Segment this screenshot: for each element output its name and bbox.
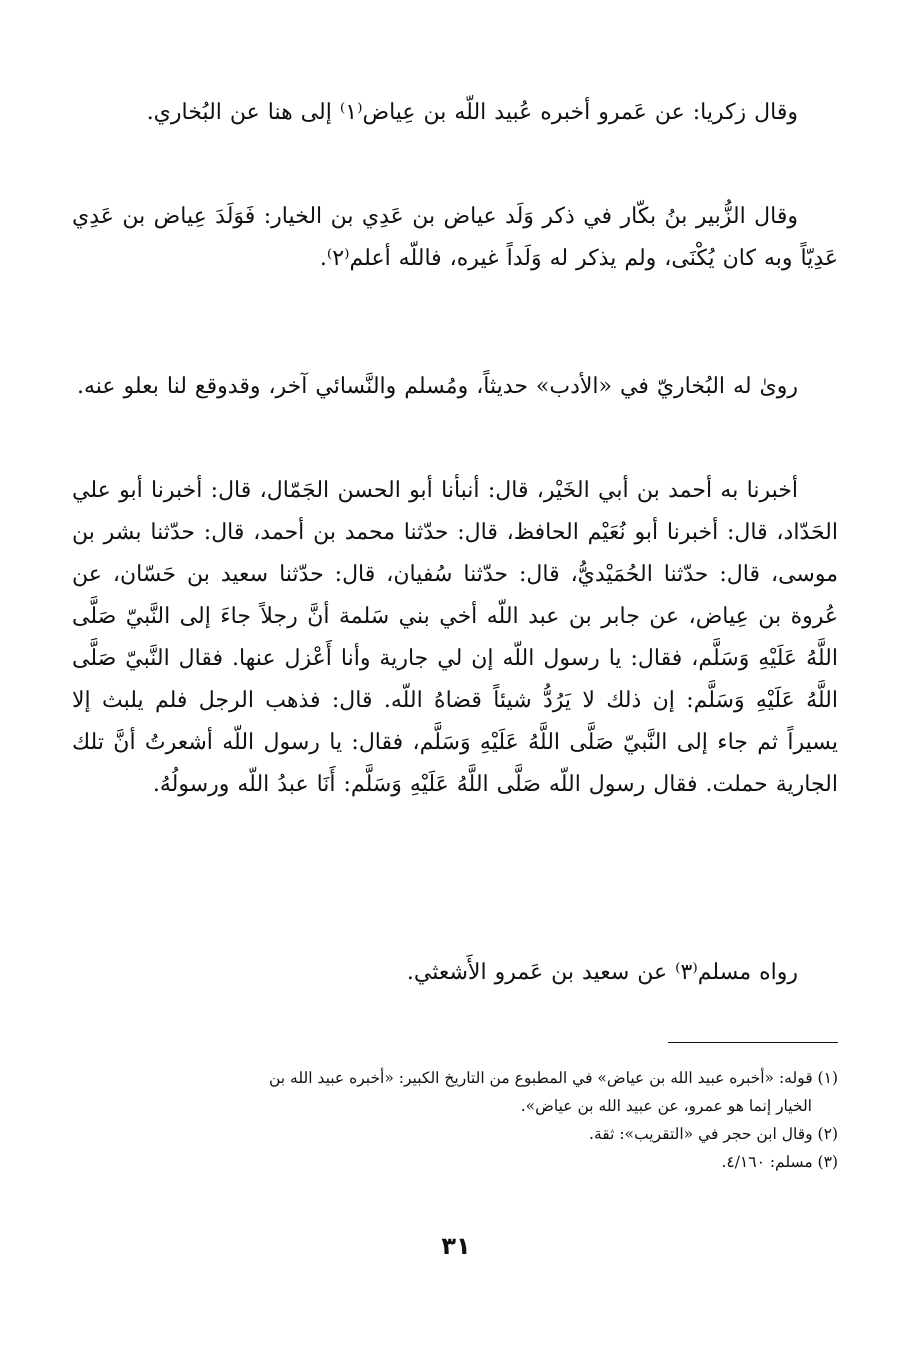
paragraph-1: وقال زكريا: عن عَمرو أخبره عُبيد اللّه بن عِياض⁽١⁾ إلى هنا عن البُخاري.	[146, 100, 798, 125]
main-text	[72, 92, 838, 134]
main-text-block-3	[72, 366, 838, 408]
paragraph-5: رواه مسلم⁽٣⁾ عن سعيد بن عَمرو الأَشعثي.	[406, 960, 798, 985]
main-text-block-5	[72, 952, 838, 994]
main-text-block-4	[72, 470, 838, 806]
footnote-1-continuation: الخيار إنما هو عمرو، عن عبيد الله بن عياض».	[520, 1097, 812, 1115]
footnote-separator	[668, 1042, 838, 1043]
page-number: ٣١	[441, 1232, 471, 1260]
footnote-3: (٣) مسلم: ٤/١٦٠.	[721, 1153, 838, 1171]
paragraph-4: أخبرنا به أحمد بن أبي الخَيْر، قال: أنبأنا أبو الحسن الجَمّال، قال: أخبرنا أبو علي الحَدّاد، قال: أخبرنا أبو نُعَيْم الحافظ، قال: حدّثنا محمد بن أحمد، قال: حدّثنا بشر بن موسى، قال: حدّثنا الحُمَيْديُّ، قال: حدّثنا سُفيان، قال: حدّثنا سعيد بن حَسّان، عن عُروة بن عِياض، عن جابر بن عبد اللّه أخي بني سَلمة أنَّ رجلاً جاءَ إلى النَّبيّ صَلَّى اللَّهُ عَلَيْهِ وَسَلَّم، فقال: يا رسول اللّه إن لي جارية وأنا أَعْزل عنها. فقال النَّبيّ صَلَّى اللَّهُ عَلَيْهِ وَسَلَّم: إن ذلك لا يَرُدُّ شيئاً قضاهُ اللّه. قال: فذهب الرجل فلم يلبث إلا يسيراً ثم جاء إلى النَّبيّ صَلَّى اللَّهُ عَلَيْهِ وَسَلَّم، فقال: يا رسول اللّه أشعرتُ أنَّ تلك الجارية حملت. فقال رسول اللّه صَلَّى اللَّهُ عَلَيْهِ وَسَلَّم: أَنَا عبدُ اللّه ورسولُهُ.	[72, 478, 838, 797]
paragraph-3: روىٰ له البُخاريّ في «الأدب» حديثاً، ومُسلم والنَّسائي آخر، وقدوقع لنا بعلو عنه.	[76, 374, 798, 399]
footnote-2: (٢) وقال ابن حجر في «التقريب»: ثقة.	[589, 1125, 838, 1143]
paragraph-2: وقال الزُّبير بنُ بكّار في ذكر وَلَد عياض بن عَدِي بن الخيار: فَوَلَدَ عِياض بن عَدِي عَدِيّاً وبه كان يُكْنَى، ولم يذكر له وَلَداً غيره، فاللّه أعلم⁽٢⁾.	[72, 204, 838, 271]
footnotes	[72, 1064, 838, 1176]
main-text-block-2	[72, 196, 838, 280]
footnote-1: (١) قوله: «أخبره عبيد الله بن عياض» في المطبوع من التاريخ الكبير: «أخبره عبيد الله بن	[269, 1069, 838, 1087]
